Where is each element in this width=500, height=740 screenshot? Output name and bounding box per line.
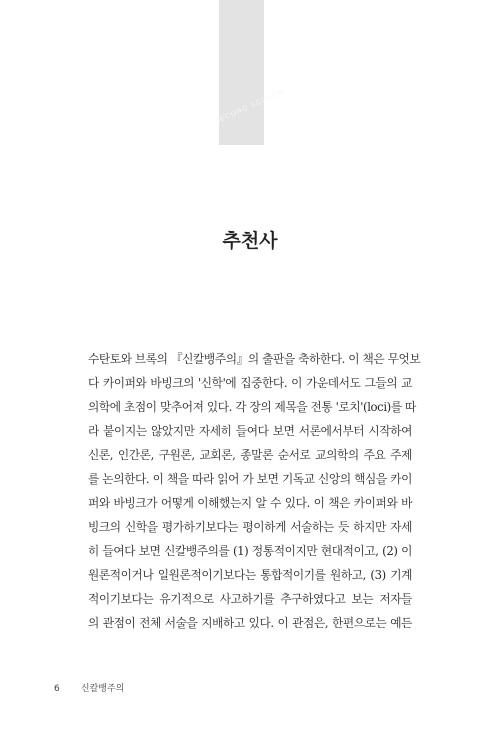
body-line: 퍼와 바빙크가 어떻게 이해했는지 알 수 있다. 이 책은 카이퍼와 바 — [88, 496, 412, 510]
body-line: 의학에 초점이 맞추어져 있다. 각 장의 제목을 전통 '로치'(loci)를 따 — [88, 400, 416, 414]
body-line: 라 붙이지는 않았지만 자세히 들여다 보면 서론에서부터 시작하여 — [88, 424, 412, 438]
decorative-ribbon — [219, 0, 264, 145]
body-text — [88, 347, 421, 635]
edition-watermark: SECOND EDITION — [214, 87, 286, 126]
running-title: 신칼뱅주의 — [80, 684, 125, 694]
page-footer — [54, 681, 124, 694]
body-line: 를 논의한다. 이 책을 따라 읽어 가 보면 기독교 신앙의 핵심을 카이 — [88, 472, 412, 486]
chapter-title: 추천사 — [222, 230, 278, 252]
body-line: 원론적이거나 일원론적이기보다는 통합적이기를 원하고, (3) 기계 — [88, 568, 412, 582]
body-line: 수탄토와 브록의 『신칼뱅주의』의 출판을 축하한다. 이 책은 무엇보 — [88, 352, 421, 366]
body-line: 신론, 인간론, 구원론, 교회론, 종말론 순서로 교의학의 주요 주제 — [88, 448, 412, 462]
page-number: 6 — [54, 684, 60, 694]
body-line: 히 들여다 보면 신칼뱅주의를 (1) 정통적이지만 현대적이고, (2) 이 — [88, 544, 412, 558]
body-line: 적이기보다는 유기적으로 사고하기를 추구하였다고 보는 저자들 — [88, 592, 412, 606]
body-line: 다 카이퍼와 바빙크의 '신학'에 집중한다. 이 가운데서도 그들의 교 — [88, 376, 412, 390]
body-line: 빙크의 신학을 평가하기보다는 평이하게 서술하는 듯 하지만 자세 — [88, 520, 412, 534]
body-line: 의 관점이 전체 서술을 지배하고 있다. 이 관점은, 한편으로는 예든 — [88, 616, 412, 630]
